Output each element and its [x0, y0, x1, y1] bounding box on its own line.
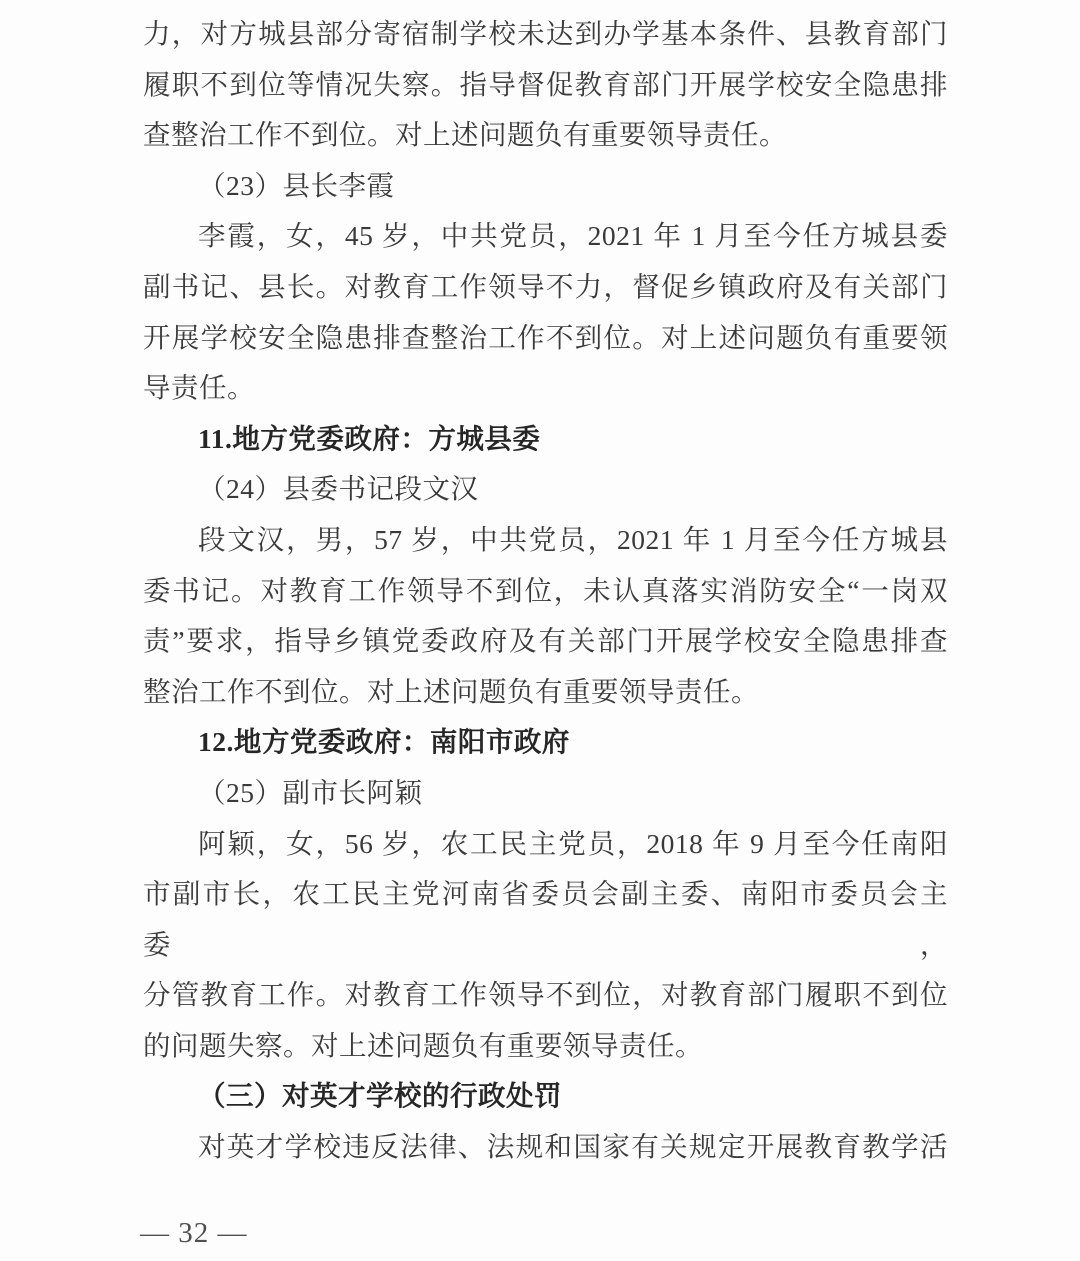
- text-line: 力，对方城县部分寄宿制学校未达到办学基本条件、县教育部门: [143, 18, 948, 49]
- text-line: 委书记。对教育工作领导不到位，未认真落实消防安全“一岗双: [143, 574, 948, 606]
- text-line: 的问题失察。对上述问题负有重要领导责任。: [143, 1029, 703, 1061]
- text-line: 整治工作不到位。对上述问题负有重要领导责任。: [143, 675, 759, 707]
- text-line: 对英才学校违反法律、法规和国家有关规定开展教育教学活: [198, 1131, 948, 1163]
- text-line: 李霞，女，45 岁，中共党员，2021 年 1 月至今任方城县委: [198, 220, 948, 252]
- text-line: 履职不到位等情况失察。指导督促教育部门开展学校安全隐患排: [143, 68, 948, 100]
- document-body: [143, 9, 948, 1173]
- section-heading: （三）对英才学校的行政处罚: [198, 1080, 562, 1112]
- section-heading: 12.地方党委政府：南阳市政府: [198, 726, 570, 758]
- page-number: — 32 —: [140, 1217, 248, 1249]
- list-item-heading: （25）副市长阿颖: [198, 776, 423, 808]
- text-line: 开展学校安全隐患排查整治工作不到位。对上述问题负有重要领: [143, 321, 948, 353]
- text-line: 责”要求，指导乡镇党委政府及有关部门开展学校安全隐患排查: [143, 625, 948, 657]
- text-line: 查整治工作不到位。对上述问题负有重要领导责任。: [143, 119, 787, 151]
- text-line: 阿颖，女，56 岁，农工民主党员，2018 年 9 月至今任南阳: [198, 827, 948, 859]
- section-heading: 11.地方党委政府：方城县委: [198, 422, 541, 454]
- list-item-heading: （23）县长李霞: [198, 169, 395, 201]
- list-item-heading: （24）县委书记段文汉: [198, 473, 479, 505]
- text-line: 市副市长，农工民主党河南省委员会副主委、南阳市委员会主委，: [143, 878, 948, 960]
- text-line: 段文汉，男，57 岁，中共党员，2021 年 1 月至今任方城县: [198, 523, 948, 555]
- text-line: 导责任。: [143, 372, 255, 404]
- text-line: 分管教育工作。对教育工作领导不到位，对教育部门履职不到位: [143, 979, 948, 1011]
- text-line: 副书记、县长。对教育工作领导不力，督促乡镇政府及有关部门: [143, 270, 948, 302]
